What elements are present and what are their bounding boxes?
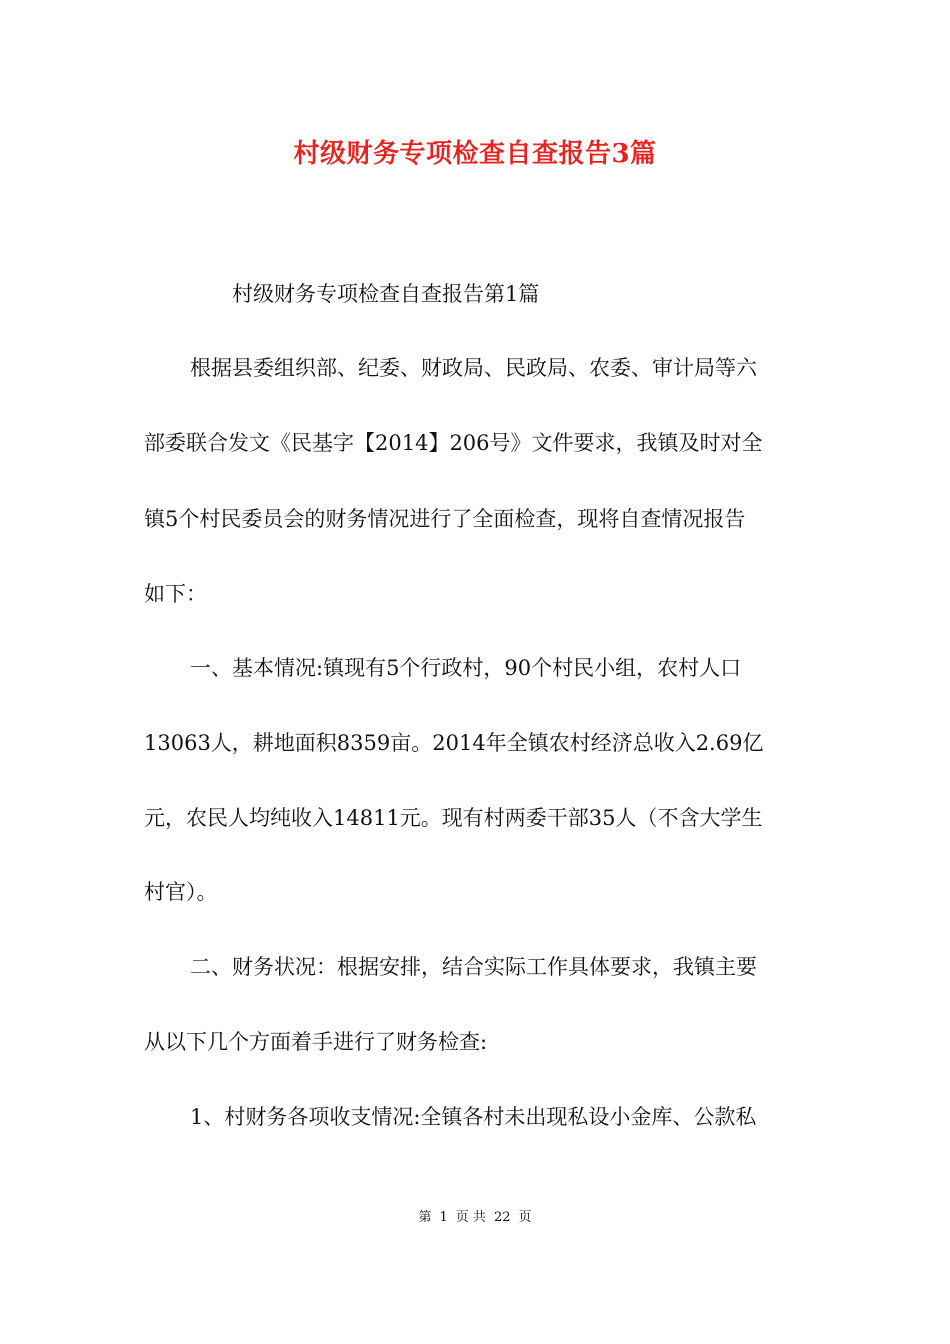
page-label-mid: 页 共 [455, 1210, 486, 1225]
paragraph-line: 从以下几个方面着手进行了财务检查: [144, 1030, 488, 1054]
paragraph-line: 村官）。 [144, 880, 218, 904]
paragraph-line: 元，农民人均纯收入14811元。现有村两委干部35人（不含大学生 [144, 806, 763, 830]
paragraph-line: 根据县委组织部、纪委、财政局、民政局、农委、审计局等六 [190, 356, 757, 380]
page-footer [0, 1208, 950, 1228]
paragraph-line: 镇5个村民委员会的财务情况进行了全面检查，现将自查情况报告 [144, 507, 746, 531]
document-title: 村级财务专项检查自查报告3篇 [293, 139, 657, 169]
paragraph-line: 二、财务状况：根据安排，结合实际工作具体要求，我镇主要 [190, 955, 757, 979]
paragraph-line: 1、村财务各项收支情况:全镇各村未出现私设小金库、公款私 [190, 1105, 757, 1129]
page-label-prefix: 第 [418, 1210, 432, 1225]
paragraph-line: 13063人，耕地面积8359亩。2014年全镇农村经济总收入2.69亿 [144, 731, 764, 755]
paragraph-line: 一、基本情况:镇现有5个行政村，90个村民小组，农村人口 [190, 656, 742, 680]
total-pages-number: 22 [493, 1210, 511, 1225]
paragraph-line: 如下： [144, 582, 207, 606]
section-heading: 村级财务专项检查自查报告第1篇 [232, 282, 540, 306]
paragraph-line: 部委联合发文《民基字【2014】206号》文件要求，我镇及时对全 [144, 431, 763, 455]
page-label-suffix: 页 [518, 1210, 532, 1225]
current-page-number: 1 [439, 1210, 448, 1225]
